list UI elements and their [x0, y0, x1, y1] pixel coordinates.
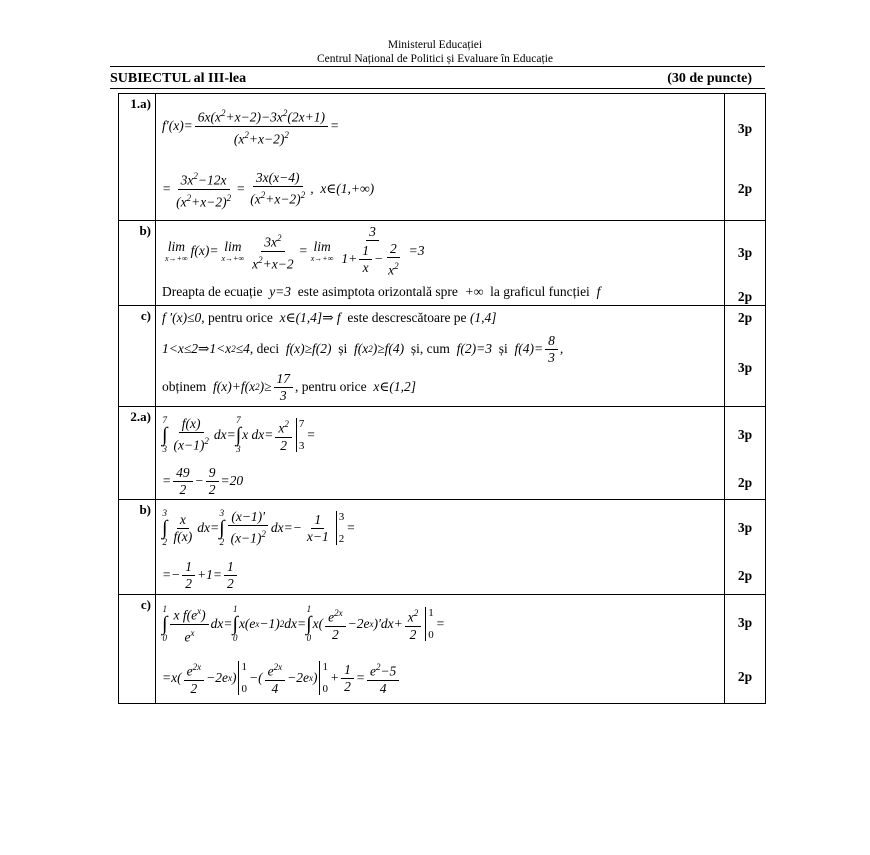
points-label: 3p	[737, 615, 753, 630]
math-line: = $\frac{3x^2-12x}{(x^2+x-2)^2}$ = $\frac{3x(x-4)}{(x^2+x-2)^2}$ , x∈(1,+∞)	[162, 158, 718, 220]
points-label: 2p	[737, 475, 753, 490]
points-label: 3p	[737, 121, 753, 136]
solution-cell	[156, 306, 725, 407]
points-label: 2p	[737, 568, 753, 583]
points-label: 2p	[737, 289, 753, 304]
item-label: b)	[119, 500, 156, 595]
table-row	[119, 306, 766, 407]
ministry-header: Ministerul Educației	[387, 39, 483, 51]
item-label: 1.a)	[119, 94, 156, 221]
points-label: 2p	[737, 310, 753, 325]
subject-points: (30 de puncte)	[667, 71, 752, 86]
math-line: f′(x)= $\frac{6x(x^2+x-2)-3x^2(2x+1)}{(x^2+x-2)^2}$ =	[162, 94, 718, 158]
points-label: 3p	[737, 245, 753, 260]
score-cell	[725, 407, 766, 500]
score-cell	[725, 306, 766, 407]
text-line: obținem f(x)+f(x 2 )≥ $\frac{17}{3}$ , pentru orice x∈(1,2]	[162, 370, 416, 403]
math-line: 3 ∫ 2 $\frac{x}{f(x)}$ dx= 3 ∫ 2 $\frac{(x-1)'}{(x-1)^2}$ dx=− $\frac{1}{x-1}$ 3 2 =	[162, 508, 356, 547]
item-label: c)	[119, 595, 156, 704]
text-line: 1<x≤2⇒1<x 2 ≤4 , deci f(x)≥f(2) și f(x 2 )≥f(4) și, cum f(2)=3 și f(4)= $\frac{8}{3}$ ,	[162, 332, 564, 365]
score-cell	[725, 595, 766, 704]
solution-table	[118, 93, 766, 704]
math-line: =− $\frac{1}{2}$ +1= $\frac{1}{2}$	[162, 556, 718, 594]
header-rule	[110, 66, 765, 67]
subject-title: SUBIECTUL al III-lea	[110, 71, 247, 86]
solution-cell	[156, 94, 725, 221]
solution-cell	[156, 407, 725, 500]
math-line: =x( $\frac{e^{2x}}{2}$ −2e x ) 1 0 −( $\frac{e^{2x}}{4}$ −2e x ) 1 0 + $\frac{1}{2}$ = $\frac{e^2-5}{4}$	[162, 653, 718, 703]
math-line: 7 ∫ 3 $\frac{f(x)}{(x-1)^2}$ dx= 7 ∫ 3 x dx= $\frac{x^2}{2}$ 7 3 =	[162, 415, 316, 454]
center-header: Centrul Național de Politici și Evaluare în Educație	[316, 53, 553, 65]
table-row	[119, 407, 766, 500]
subject-rule	[110, 88, 765, 89]
points-label: 3p	[737, 520, 753, 535]
solution-cell	[156, 221, 725, 306]
points-label: 3p	[737, 360, 753, 375]
score-cell	[725, 500, 766, 595]
table-row	[119, 94, 766, 221]
table-row	[119, 500, 766, 595]
math-line: lim x→+∞ f(x)= lim x→+∞ $\frac{3x^2}{x^2+x-2}$ = lim x→+∞ 3 1+ $\frac{1}{x}$ − $\frac{2}{x^2}$ =3	[165, 223, 425, 278]
math-line: = $\frac{49}{2}$ − $\frac{9}{2}$ =20	[162, 464, 244, 497]
points-label: 2p	[737, 181, 753, 196]
table-row	[119, 221, 766, 306]
item-label: 2.a)	[119, 407, 156, 500]
solution-cell	[156, 500, 725, 595]
points-label: 3p	[737, 427, 753, 442]
item-label: c)	[119, 306, 156, 407]
item-label: b)	[119, 221, 156, 306]
score-cell	[725, 94, 766, 221]
math-line: 1 ∫ 0 $\frac{x f(e^x)}{e^x}$ dx= 1 ∫ 0 x(e x −1) 2 dx= 1 ∫ 0 x( $\frac{e^{2x}}{2}$ −2e x )′dx+ $\frac{x^2}{2}$ 1 0 =	[162, 604, 445, 644]
table-row	[119, 595, 766, 704]
score-cell	[725, 221, 766, 306]
solution-cell	[156, 595, 725, 704]
points-label: 2p	[737, 669, 753, 684]
text-line: Dreapta de ecuație y=3 este asimptota orizontală spre +∞ la graficul funcției f	[162, 284, 601, 299]
text-line: f ′(x)≤0 , pentru orice x∈(1,4]⇒ f este descrescătoare pe (1,4]	[162, 310, 497, 325]
